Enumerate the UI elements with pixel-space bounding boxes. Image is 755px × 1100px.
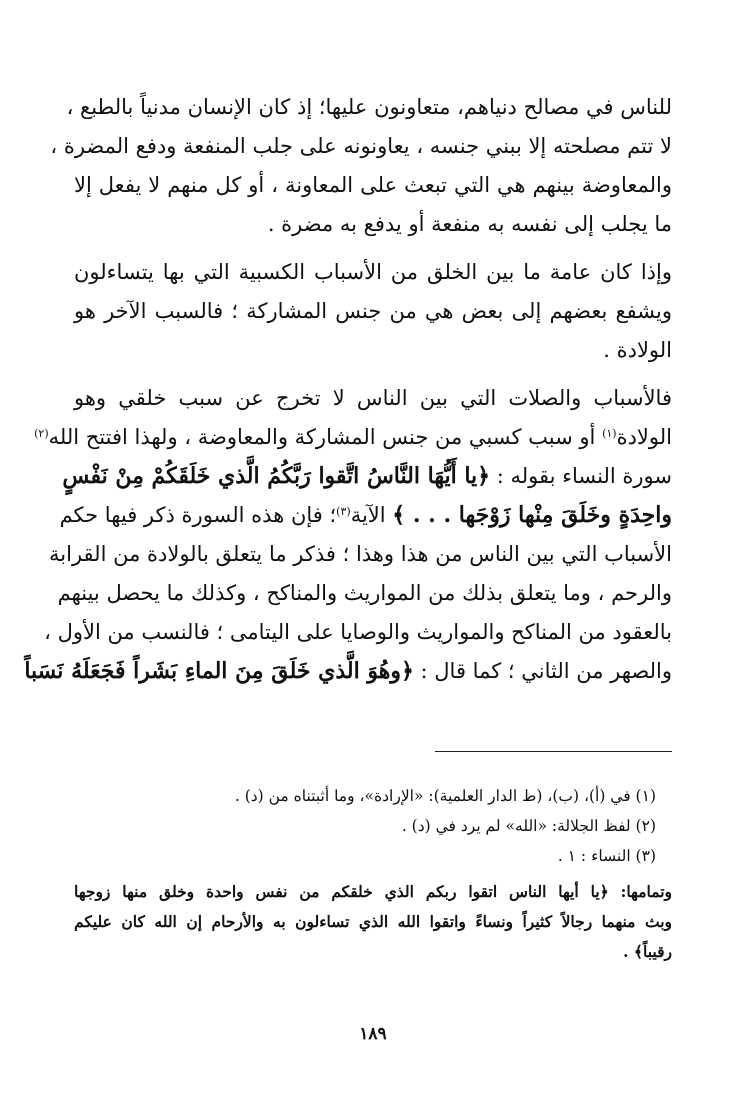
text-segment: الآية [350,503,393,527]
quran-verse: ﴿يا أَيُّهَا النَّاسُ اتَّقوا رَبَّكُمُ الَّذي خَلَقَكُمْ مِنْ نَفْسٍ [62,463,491,489]
page-body [24,88,672,1044]
text-line: ما يجلب إلى نفسه به منفعة أو يدفع به مضرة . [267,212,672,236]
paragraph-3 [24,379,672,691]
text-line: والمعاوضة بينهم هي التي تبعث على المعاونة ، أو كل منهم لا يفعل إلا [74,173,672,197]
footnote-3-continuation: وبث منهما رجالاً كثيراً ونساءً واتقوا الله الذي تساءلون به والأرحام إن الله كان عليكم [74,912,672,931]
quran-verse: ﴿وهُوَ الَّذي خَلَقَ مِنَ الماءِ بَشَراً فَجَعَلَهُ نَسَباً [24,658,414,684]
footnote-3-continuation: وتمامها: ﴿يا أيها الناس اتقوا ربكم الذي خلقكم من نفس واحدة وخلق منها زوجها [74,882,672,901]
footnote-separator [435,751,672,752]
text-line: الأسباب التي بين الناس من هذا وهذا ؛ فذكر ما يتعلق بالولادة من القرابة [49,542,672,566]
text-segment: الولادة [616,425,672,449]
text-line: للناس في مصالح دنياهم، متعاونون عليها؛ إذ كان الإنسان مدنياً بالطبع ، [66,95,672,119]
text-segment: والصهر من الثاني ؛ كما قال : [413,659,672,683]
paragraph-1 [50,88,672,244]
text-line: بالعقود من المناكح والمواريث والوصايا على اليتامى ؛ فالنسب من الأول ، [44,620,672,644]
text-segment: أو سبب كسبي من جنس المشاركة والمعاوضة ، ولهذا افتتح الله [48,425,603,449]
text-line: والرحم ، وما يتعلق بذلك من المواريث والمناكح ، وكذلك ما يحصل بينهم [57,581,672,605]
footnote-3-continuation: رقيباً﴾ . [623,942,672,961]
footnotes [74,781,672,967]
text-line [34,418,672,457]
footnote-3: (٣) النساء : ١ . [557,847,656,865]
text-line [62,457,672,496]
text-line: الولادة . [603,338,672,362]
text-segment: سورة النساء بقوله : [490,464,672,488]
footnote-2: (٢) لفظ الجلالة: «الله» لم يرد في (د) . [401,817,656,835]
text-segment: ؛ فإن هذه السورة ذكر فيها حكم [59,503,337,527]
text-line: ويشفع بعضهم إلى بعض هي من جنس المشاركة ؛ فالسبب الآخر هو [74,299,672,323]
footnote-ref-2[interactable]: (٢) [34,427,49,440]
text-line [24,652,672,691]
text-line: وإذا كان عامة ما بين الخلق من الأسباب الكسبية التي بها يتساءلون [74,260,672,284]
text-line: لا تتم مصلحته إلا ببني جنسه ، يعاونونه على جلب المنفعة ودفع المضرة ، [50,134,672,158]
paragraph-2 [74,253,672,370]
footnote-ref-3[interactable]: (٣) [336,505,351,518]
text-line [59,496,672,535]
text-line: فالأسباب والصلات التي بين الناس لا تخرج عن سبب خلقي وهو [74,386,672,410]
footnote-ref-1[interactable]: (١) [602,427,617,440]
quran-verse: واحِدَةٍ وخَلَقَ مِنْها زَوْجَها . . . ﴾ [392,502,672,528]
page-number: ١٨٩ [359,1024,387,1044]
footnote-1: (١) في (أ)، (ب)، (ط الدار العلمية): «الإرادة»، وما أثبتناه من (د) . [234,787,656,805]
